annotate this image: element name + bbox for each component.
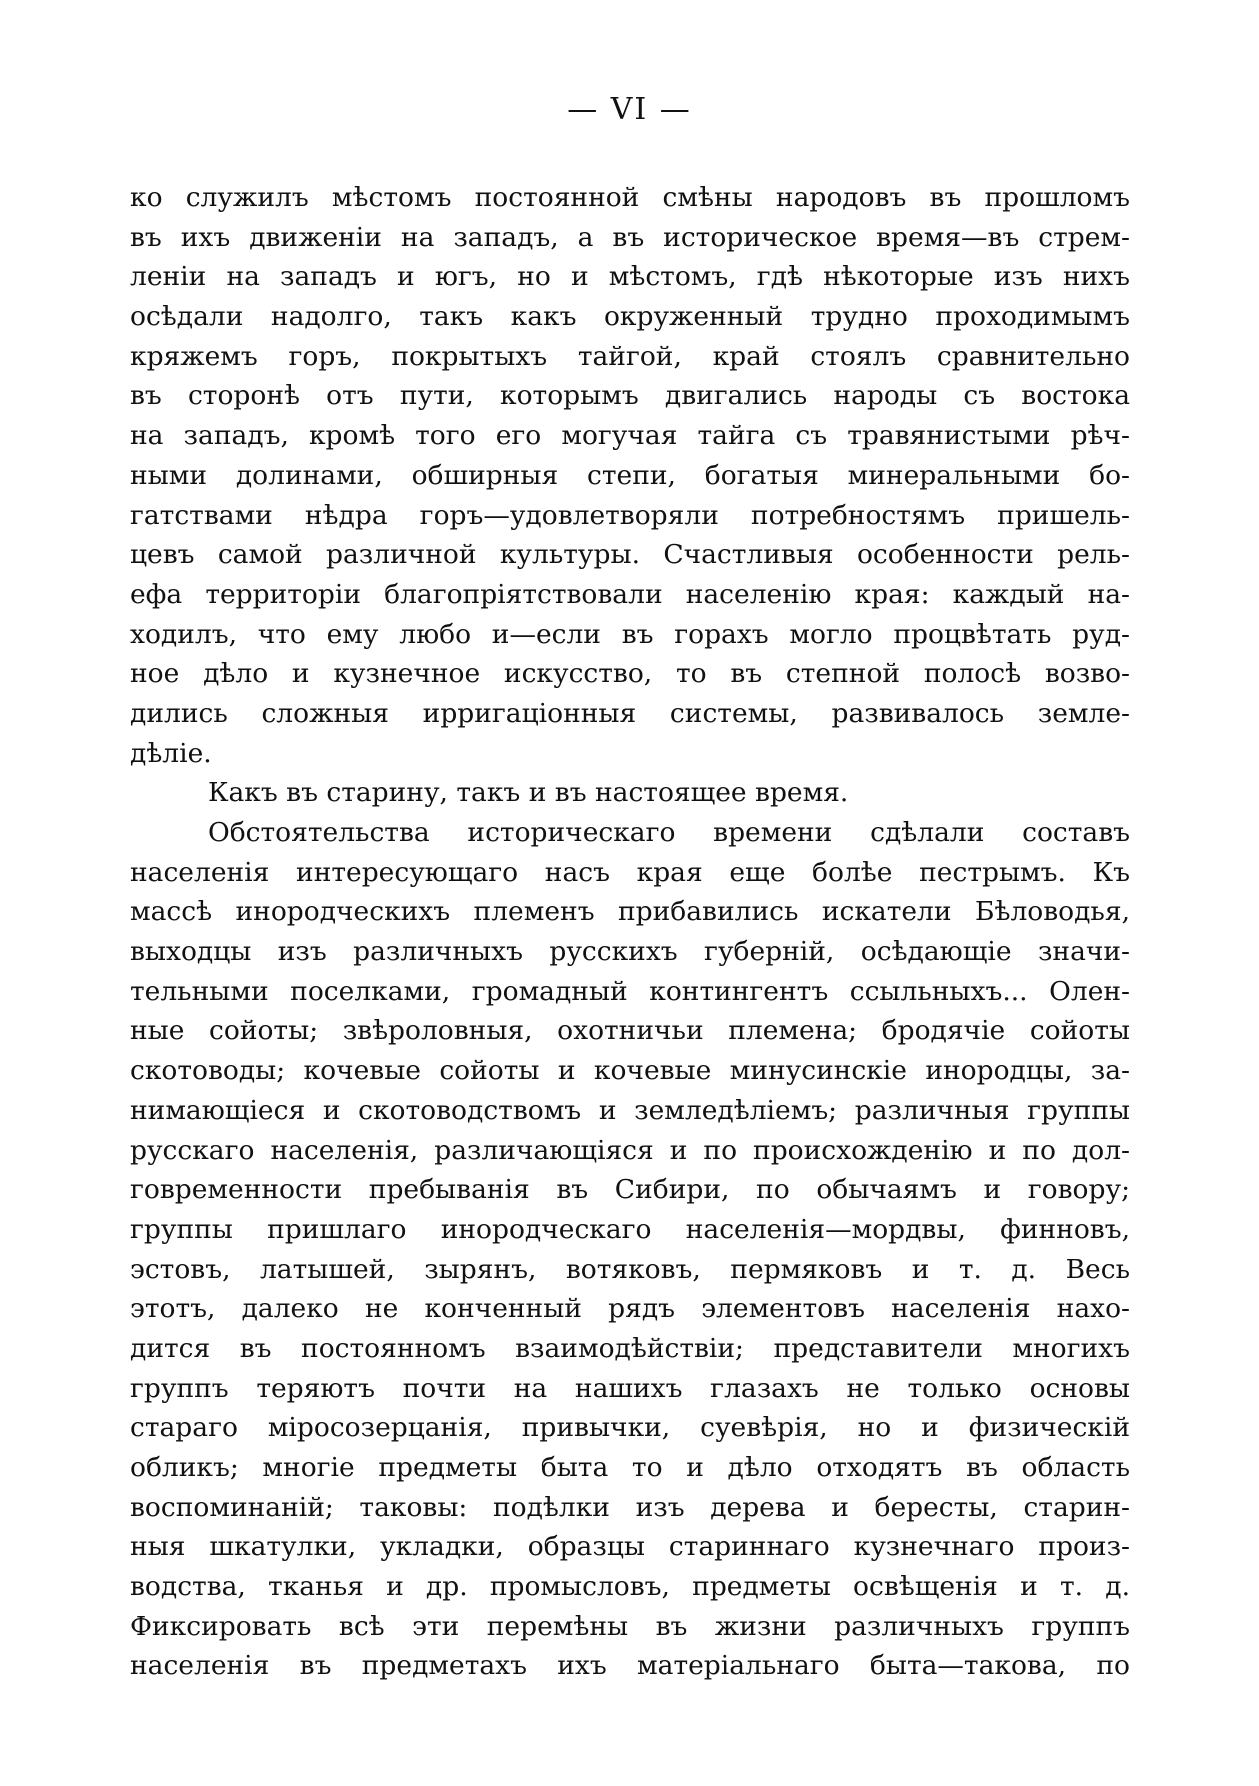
text-line: дѣліе. xyxy=(130,737,212,769)
text-line: нимающіеся и скотоводствомъ и земледѣліемъ; различныя группы xyxy=(130,1094,1130,1126)
text-line: осѣдали надолго, такъ какъ окруженный трудно проходимымъ xyxy=(130,301,1130,333)
text-line: ко служилъ мѣстомъ постоянной смѣны народовъ въ прошломъ xyxy=(130,182,1130,213)
text-line: воспоминаній; таковы: подѣлки изъ дерева и бересты, старин- xyxy=(130,1491,1130,1523)
text-line: Фиксировать всѣ эти перемѣны въ жизни различныхъ группъ xyxy=(130,1610,1130,1642)
text-line: обликъ; многіе предметы быта то и дѣло отходятъ въ область xyxy=(130,1452,1130,1483)
text-line: Обстоятельства историческаго времени сдѣлали составъ xyxy=(208,817,1130,848)
text-line: въ ихъ движеніи на западъ, а въ историческое время—въ стрем- xyxy=(130,221,1130,253)
text-line: водства, тканья и др. промысловъ, предметы освѣщенія и т. д. xyxy=(130,1571,1130,1603)
text-line: гатствами нѣдра горъ—удовлетворяли потребностямъ пришель- xyxy=(130,499,1130,531)
text-line: Какъ въ старину, такъ и въ настоящее время. xyxy=(208,777,849,809)
text-line: говременности пребыванія въ Сибири, по обычаямъ и говору; xyxy=(130,1174,1130,1206)
text-line: въ сторонѣ отъ пути, которымъ двигались народы съ востока xyxy=(130,380,1130,412)
text-line: цевъ самой различной культуры. Счастливыя особенности рель- xyxy=(130,539,1130,571)
text-line: эстовъ, латышей, зырянъ, вотяковъ, пермяковъ и т. д. Весь xyxy=(130,1253,1130,1285)
text-line: стараго міросозерцанія, привычки, суевѣрія, но и физическій xyxy=(130,1412,1130,1444)
text-line: ныя шкатулки, укладки, образцы стариннаго кузнечнаго произ- xyxy=(130,1531,1130,1563)
text-line: ное дѣло и кузнечное искусство, то въ степной полосѣ возво- xyxy=(130,658,1130,690)
text-line: населенія интересующаго насъ края еще болѣе пестрымъ. Къ xyxy=(130,856,1130,888)
text-line: дились сложныя ирригаціонныя системы, развивалось земле- xyxy=(130,697,1130,729)
text-line: ефа территоріи благопріятствовали населенію края: каждый на- xyxy=(130,578,1130,610)
text-line: группъ теряютъ почти на нашихъ глазахъ не только основы xyxy=(130,1372,1130,1404)
text-line: ными долинами, обширныя степи, богатыя минеральными бо- xyxy=(130,459,1130,491)
body-text xyxy=(130,178,1130,1686)
page-number: — VI — xyxy=(567,92,692,127)
text-line: выходцы изъ различныхъ русскихъ губерній, осѣдающіе значи- xyxy=(130,936,1130,968)
text-line: ные сойоты; звѣроловныя, охотничьи племена; бродячіе сойоты xyxy=(130,1015,1130,1047)
text-line: скотоводы; кочевые сойоты и кочевые минусинскіе инородцы, за- xyxy=(130,1055,1130,1087)
text-line: населенія въ предметахъ ихъ матеріальнаго быта—такова, по xyxy=(130,1650,1130,1682)
text-line: на западъ, кромѣ того его могучая тайга съ травянистыми рѣч- xyxy=(130,420,1130,452)
text-line: русскаго населенія, различающіяся и по происхожденію и по дол- xyxy=(130,1134,1130,1166)
text-line: этотъ, далеко не конченный рядъ элементовъ населенія нахо- xyxy=(130,1293,1130,1325)
text-line: массѣ инородческихъ племенъ прибавились искатели Бѣловодья, xyxy=(130,896,1130,928)
text-line: ходилъ, что ему любо и—если въ горахъ могло процвѣтать руд- xyxy=(130,618,1130,650)
text-line: кряжемъ горъ, покрытыхъ тайгой, край стоялъ сравнительно xyxy=(130,340,1130,372)
text-line: дится въ постоянномъ взаимодѣйствіи; представители многихъ xyxy=(130,1332,1130,1364)
text-line: леніи на западъ и югъ, но и мѣстомъ, гдѣ нѣкоторые изъ нихъ xyxy=(130,261,1130,293)
text-line: группы пришлаго инородческаго населенія—мордвы, финновъ, xyxy=(130,1213,1130,1245)
text-line: тельными поселками, громадный контингентъ ссыльныхъ... Олен- xyxy=(130,975,1130,1007)
